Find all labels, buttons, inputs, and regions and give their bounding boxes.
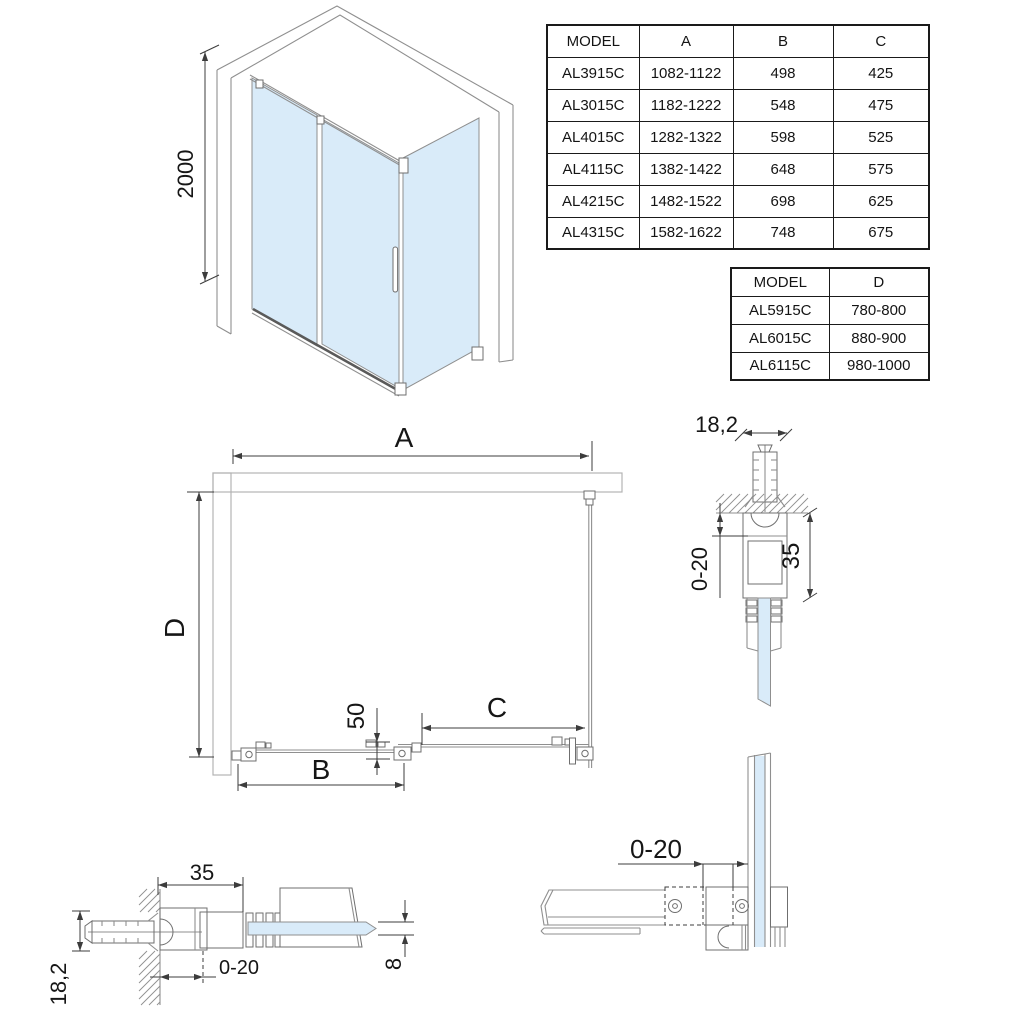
wall-profile-detail-horizontal [46, 860, 414, 1005]
cell: 1182-1222 [639, 89, 733, 121]
cell: 1282-1322 [639, 121, 733, 153]
cell: 475 [833, 89, 929, 121]
table-row [547, 121, 929, 153]
size-table-d [730, 267, 930, 381]
label-C: C [486, 692, 508, 723]
side-panel-shoe [472, 347, 483, 360]
plan-view [159, 422, 622, 791]
cell: AL5915C [731, 296, 829, 324]
dimension-0-20 [150, 951, 259, 984]
cell: 525 [833, 121, 929, 153]
cell: 598 [733, 121, 833, 153]
dimension-0-20 [618, 834, 748, 925]
label-18-2: 18,2 [695, 412, 738, 437]
wall-hatch [139, 951, 160, 1005]
cell: 425 [833, 57, 929, 89]
dimension-18-2 [695, 412, 792, 441]
dimension-35 [778, 508, 817, 602]
bottom-rail-shoe [395, 383, 406, 395]
corner-connection-detail [541, 753, 788, 950]
size-table-abc [546, 24, 930, 250]
col-header: B [733, 25, 833, 57]
cell: 780-800 [829, 296, 929, 324]
cell: 548 [733, 89, 833, 121]
table-row [731, 296, 929, 324]
cell: 575 [833, 153, 929, 185]
glass-edge [248, 922, 376, 935]
fixed-glass-panel [252, 78, 317, 346]
label-8: 8 [381, 957, 406, 971]
top-wall-bar [213, 473, 622, 492]
isometric-view [173, 6, 513, 396]
label-35: 35 [778, 542, 805, 570]
label-D: D [159, 617, 190, 639]
glass-bracket [771, 887, 788, 927]
cell: 980-1000 [829, 352, 929, 380]
door-handle [393, 247, 398, 292]
label-0-20: 0-20 [219, 957, 260, 979]
wall-plug [85, 913, 202, 951]
cell: 1382-1422 [639, 153, 733, 185]
table-row [731, 352, 929, 380]
label-35: 35 [189, 860, 215, 885]
cell: 1582-1622 [639, 217, 733, 249]
side-panel-top-bracket [584, 491, 595, 499]
rail-end-bracket [399, 158, 408, 173]
table-row [547, 153, 929, 185]
cell: 698 [733, 185, 833, 217]
dimension-D [159, 492, 214, 757]
label-18-2: 18,2 [46, 962, 71, 1006]
cell: AL6115C [731, 352, 829, 380]
door-track [232, 737, 593, 764]
label-50: 50 [343, 702, 370, 730]
label-0-20: 0-20 [687, 546, 712, 592]
dimension-8 [378, 900, 414, 970]
side-glass-panel [403, 118, 479, 390]
cell: 625 [833, 185, 929, 217]
col-header: MODEL [731, 268, 829, 296]
label-A: A [394, 422, 414, 453]
label-0-20: 0-20 [629, 834, 683, 864]
height-label: 2000 [173, 149, 198, 199]
table-row [547, 89, 929, 121]
dimension-A [233, 422, 592, 471]
table-row [547, 57, 929, 89]
cell: 498 [733, 57, 833, 89]
cell: AL4015C [547, 121, 639, 153]
dimension-B [238, 754, 404, 791]
cell: AL4215C [547, 185, 639, 217]
cell: 1082-1122 [639, 57, 733, 89]
table-row [547, 185, 929, 217]
dimension-overlap-50 [343, 703, 390, 775]
header-row [547, 25, 929, 57]
wall-hatch [716, 494, 808, 513]
glass-edge [755, 756, 766, 947]
adjustable-bracket [665, 887, 749, 925]
cell: AL4315C [547, 217, 639, 249]
col-header: C [833, 25, 929, 57]
label-B: B [311, 754, 331, 785]
cell: 675 [833, 217, 929, 249]
roller-carriage [317, 116, 324, 124]
dimension-0-20 [687, 503, 748, 598]
cell: 880-900 [829, 324, 929, 352]
col-header: A [639, 25, 733, 57]
dimension-35 [158, 860, 243, 912]
table-row [547, 217, 929, 249]
telescopic-profile [200, 912, 243, 948]
roller-block [706, 925, 748, 950]
cell: 748 [733, 217, 833, 249]
sliding-door-panel [322, 119, 399, 388]
screw-head [751, 513, 779, 527]
cell: AL6015C [731, 324, 829, 352]
support-rail [541, 890, 665, 934]
wall-plug [745, 445, 785, 512]
cell: 1482-1522 [639, 185, 733, 217]
cell: AL3915C [547, 57, 639, 89]
cell: AL4115C [547, 153, 639, 185]
cell: AL3015C [547, 89, 639, 121]
roller-carriage [256, 80, 263, 88]
glass-edge [758, 598, 771, 706]
cover-panel [280, 888, 362, 947]
left-wall-bar [213, 473, 231, 775]
cell: 648 [733, 153, 833, 185]
header-row [731, 268, 929, 296]
wall-profile-detail-vertical [687, 412, 817, 706]
dimension-height-2000 [173, 45, 219, 284]
col-header: MODEL [547, 25, 639, 57]
col-header: D [829, 268, 929, 296]
table-row [731, 324, 929, 352]
wall-hatch [139, 889, 160, 912]
dimension-18-2 [46, 911, 90, 1005]
